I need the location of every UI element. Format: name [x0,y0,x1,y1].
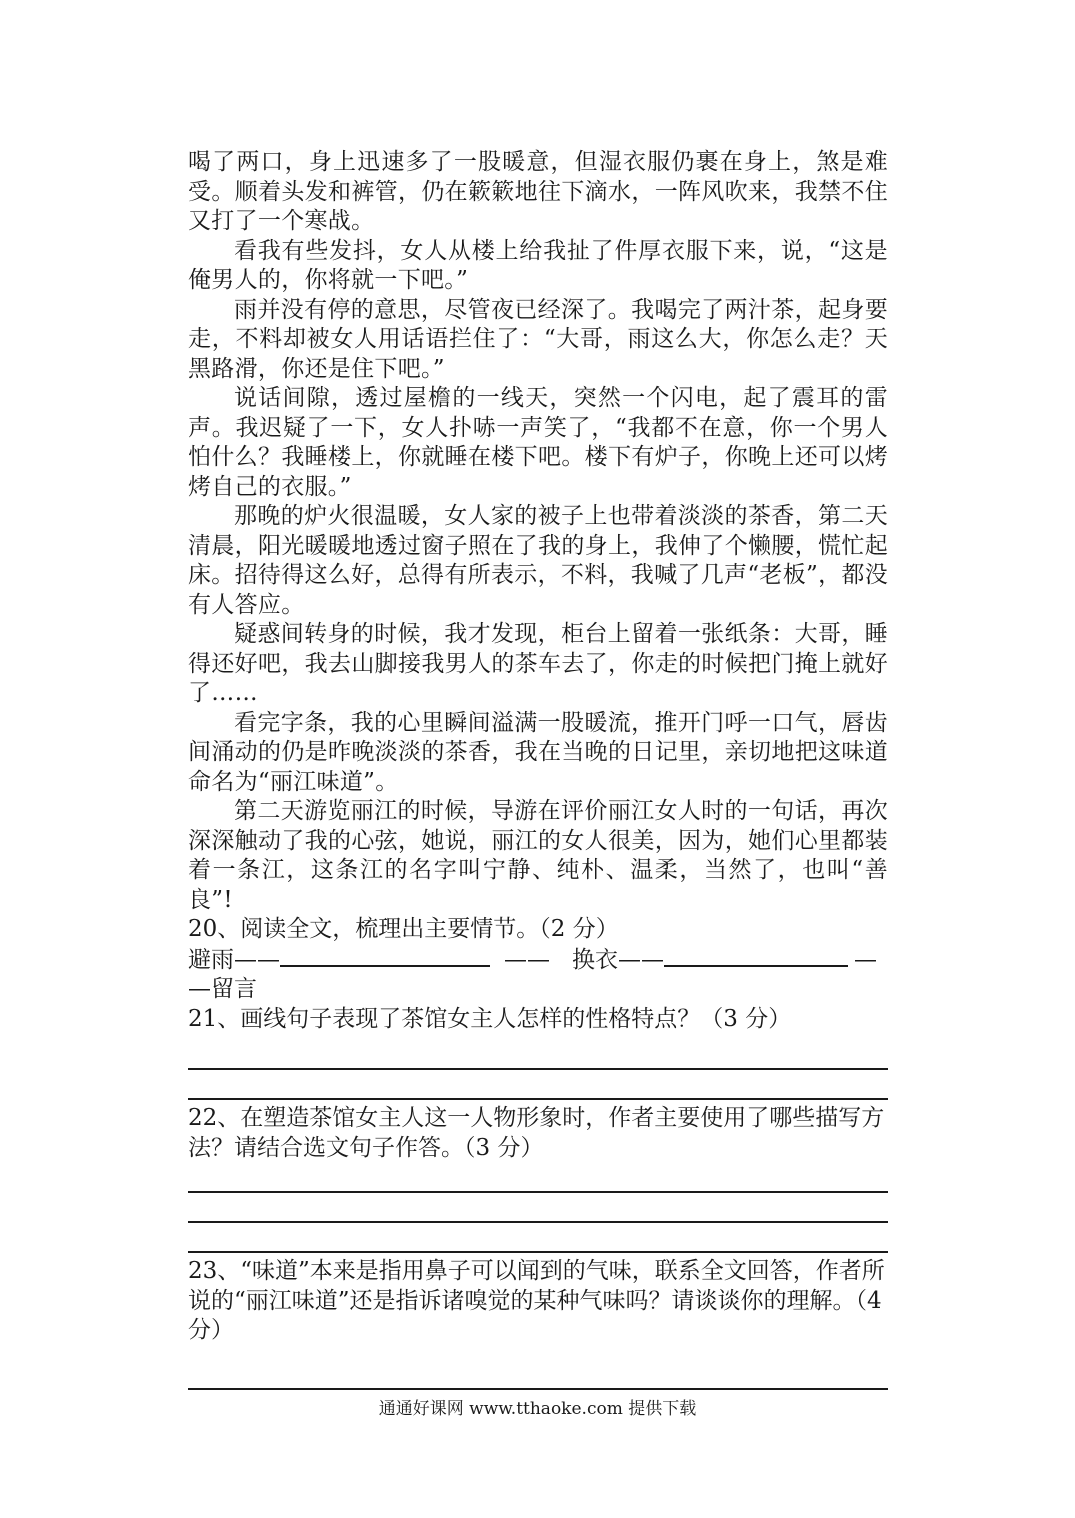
passage-paragraph: 雨并没有停的意思，尽管夜已经深了。我喝完了两汁茶，起身要走，不料却被女人用话语拦住了：“大哥，雨这么大，你怎么走？天黑路滑，你还是住下吧。” [188,296,888,382]
plot-blank-2[interactable] [664,945,848,967]
passage-paragraph: 看完字条，我的心里瞬间溢满一股暖流，推开门呼一口气，唇齿间涌动的仍是昨晚淡淡的茶香，我在当晚的日记里，亲切地把这味道命名为“丽江味道”。 [188,709,888,795]
question-21-prompt: 21、画线句子表现了茶馆女主人怎样的性格特点？（3 分） [188,1005,792,1032]
plot-step-change-clothes: 换衣—— [572,946,664,973]
passage-paragraph: 说话间隙，透过屋檐的一线天，突然一个闪电，起了震耳的雷声。我迟疑了一下，女人扑哧一声笑了，“我都不在意，你一个男人怕什么？我睡楼上，你就睡在楼下吧。楼下有炉子，你晚上还可以烤烤自己的衣服。” [188,385,888,500]
question-22-prompt: 22、在塑造茶馆女主人这一人物形象时，作者主要使用了哪些描写方法？请结合选文句子作答。（3 分） [188,1105,885,1161]
passage-paragraph: 疑惑间转身的时候，我才发现，柜台上留着一张纸条：大哥，睡得还好吧，我去山脚接我男人的茶车去了，你走的时候把门掩上就好了…… [188,621,888,706]
question-23-prompt: 23、“味道”本来是指用鼻子可以闻到的气味，联系全文回答，作者所说的“丽江味道”还是指诉诸嗅觉的某种气味吗？请谈谈你的理解。（4 分） [188,1258,885,1343]
passage-paragraph: 第二天游览丽江的时候，导游在评价丽江女人时的一句话，再次深深触动了我的心弦，她说，丽江的女人很美，因为，她们心里都装着一条江，这条江的名字叫宁静、纯朴、温柔，当然了，也叫“善良”! [188,798,888,913]
question-20-plot-end: —留言 [188,976,257,1002]
passage [188,148,888,915]
plot-blank-1[interactable] [280,945,490,967]
plot-step-shelter: 避雨—— [188,946,280,973]
plot-separator-2: — [854,946,877,973]
passage-paragraph: 那晚的炉火很温暖，女人家的被子上也带着淡淡的茶香，第二天清晨，阳光暖暖地透过窗子照在了我的身上，我伸了个懒腰，慌忙起床。招待得这么好，总得有所表示，不料，我喊了几声“老板”，都没有人答应。 [188,503,888,618]
passage-paragraph: 喝了两口，身上迅速多了一股暖意，但湿衣服仍裹在身上，煞是难受。顺着头发和裤管，仍在簌簌地往下滴水，一阵风吹来，我禁不住又打了一个寒战。 [188,149,888,234]
document-body [188,148,888,1390]
answer-line-23a[interactable] [188,1388,888,1390]
plot-separator: —— [504,946,550,973]
question-20-prompt: 20、阅读全文，梳理出主要情节。（2 分） [188,916,619,942]
question-20-plot-line [188,945,888,976]
passage-paragraph: 看我有些发抖，女人从楼上给我扯了件厚衣服下来，说，“这是俺男人的，你将就一下吧。” [188,237,888,293]
page-footer: 通通好课网 www.tthaoke.com 提供下载 [378,1399,697,1419]
